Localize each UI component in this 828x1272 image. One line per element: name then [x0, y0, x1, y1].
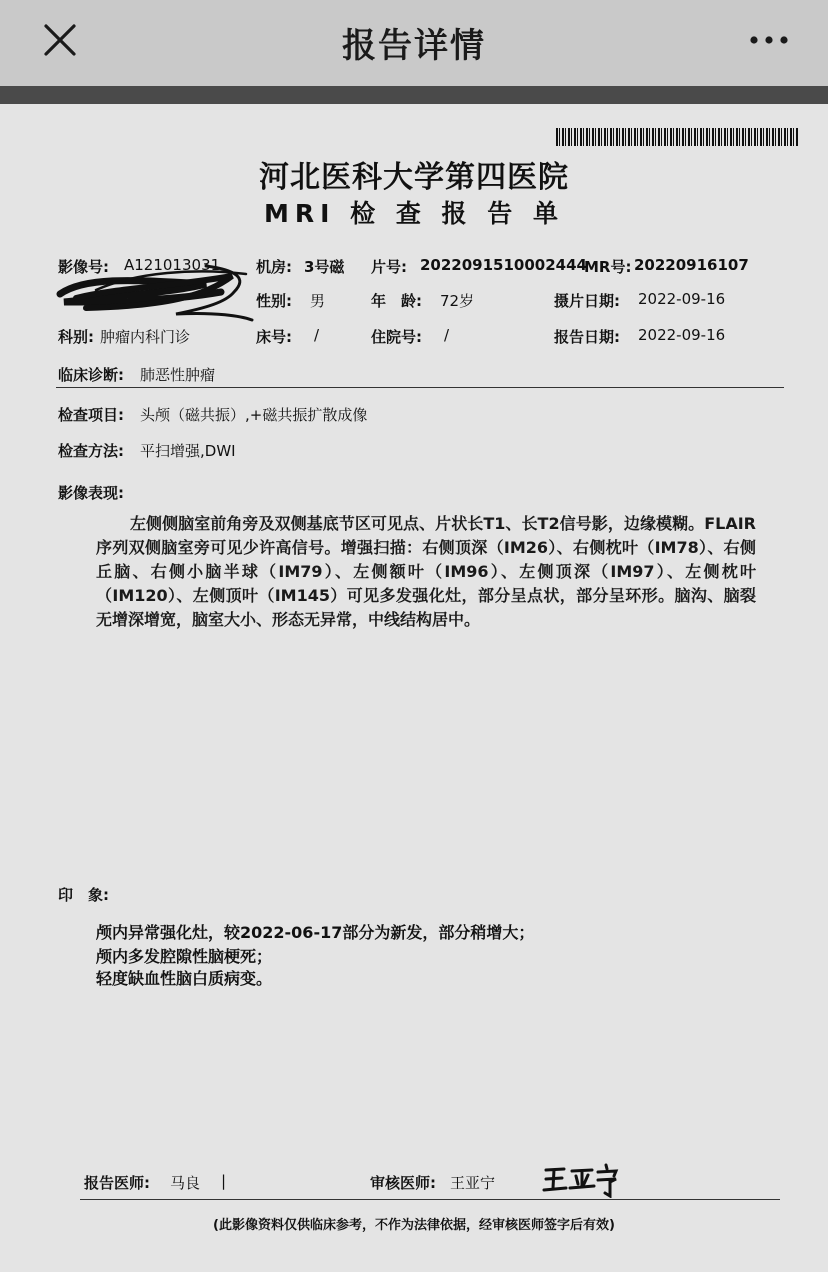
reporting-doctor-label: 报告医师: — [84, 1174, 150, 1192]
diagnosis-label: 临床诊断: — [58, 366, 124, 384]
room-value: 3号磁 — [304, 258, 345, 276]
more-dots-icon — [749, 35, 789, 45]
hospital-name: 河北医科大学第四医院 — [259, 160, 569, 195]
report-date-label: 报告日期: — [554, 328, 620, 346]
age-label: 年 龄: — [371, 292, 422, 310]
report-date-value: 2022-09-16 — [638, 326, 726, 344]
footer-note: (此影像资料仅供临床参考，不作为法律依据，经审核医师签字后有效) — [213, 1218, 615, 1233]
exam-item-value: 头颅（磁共振）,+磁共振扩散成像 — [140, 406, 368, 424]
mr-no-label: MR号: — [584, 258, 632, 276]
gender-label: 性别: — [256, 292, 292, 310]
dept-label: 科别: — [58, 328, 94, 346]
film-no-value: 2022091510002444 — [420, 256, 587, 274]
impression-item: 颅内异常强化灶，较2022-06-17部分为新发，部分稍增大； — [96, 923, 535, 942]
page-title: 报告详情 — [342, 26, 486, 66]
close-icon — [43, 23, 77, 57]
exam-item-label: 检查项目: — [58, 406, 124, 424]
image-no-value: A121013031 — [124, 256, 221, 274]
inpatient-value: / — [444, 326, 450, 344]
reviewing-doctor-name: 王亚宁 — [450, 1174, 496, 1192]
gender-value: 男 — [310, 292, 326, 310]
divider — [56, 387, 784, 388]
findings-text: 左侧侧脑室前角旁及双侧基底节区可见点、片状长T1、长T2信号影，边缘模糊。FLAIR序列双侧脑室旁可见少许高信号。增强扫描：右侧顶深（IM26）、右侧枕叶（IM78）、右侧丘脑、右侧小脑半球（IM79）、左侧额叶（IM96）、左侧顶深（IM97）、左侧枕叶（IM120）、左侧顶叶（IM145）可见多发强化灶，部分呈点状，部分呈环形。脑沟、脑裂无增深增宽，脑室大小、形态无异常，中线结构居中。 — [96, 514, 756, 629]
reporting-doctor-name: 马良 — [170, 1174, 201, 1192]
report-subtitle: MRI 检 查 报 告 单 — [264, 199, 564, 228]
bed-value: / — [314, 326, 320, 344]
diagnosis-value: 肺恶性肿瘤 — [140, 366, 216, 384]
exam-method-label: 检查方法: — [58, 442, 124, 460]
shoot-date-label: 摄片日期: — [554, 292, 620, 310]
reviewer-signature — [540, 1162, 620, 1198]
impression-label: 印 象: — [58, 886, 109, 904]
header-shadow-band — [0, 86, 828, 104]
inpatient-label: 住院号: — [371, 328, 422, 346]
barcode — [556, 128, 798, 146]
findings-label: 影像表现: — [58, 484, 124, 502]
impression-item: 颅内多发腔隙性脑梗死； — [96, 947, 273, 966]
reviewing-doctor-label: 审核医师: — [370, 1174, 436, 1192]
redaction-scribble — [56, 262, 256, 324]
shoot-date-value: 2022-09-16 — [638, 290, 726, 308]
impression-item: 轻度缺血性脑白质病变。 — [96, 969, 273, 988]
exam-method-value: 平扫增强,DWI — [140, 442, 236, 460]
mr-no-value: 20220916107 — [634, 256, 749, 274]
film-no-label: 片号: — [371, 258, 407, 276]
room-label: 机房: — [256, 258, 292, 276]
more-options-button[interactable] — [744, 26, 794, 54]
top-app-bar — [0, 0, 828, 86]
close-button[interactable] — [40, 22, 80, 58]
image-no-label: 影像号: — [58, 258, 109, 276]
footer-divider — [80, 1199, 780, 1200]
bed-label: 床号: — [256, 328, 292, 346]
divider-mark: | — [221, 1172, 227, 1190]
dept-value: 肿瘤内科门诊 — [100, 328, 191, 346]
age-value: 72岁 — [440, 292, 475, 310]
